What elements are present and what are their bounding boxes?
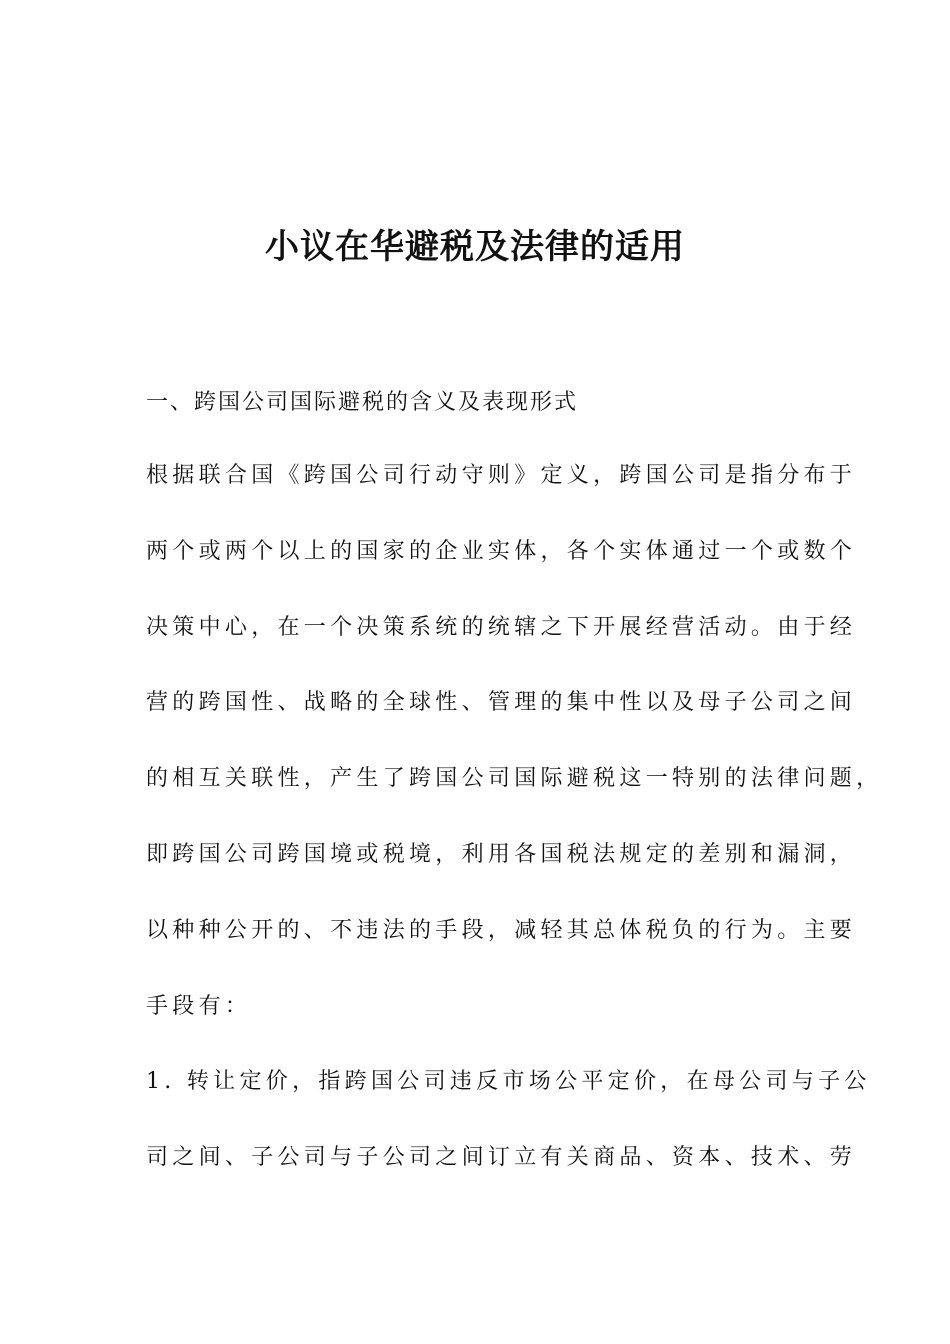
body-line: 两个或两个以上的国家的企业实体，各个实体通过一个或数个 xyxy=(146,538,857,564)
body-line: 根据联合国《跨国公司行动守则》定义，跨国公司是指分布于 xyxy=(146,463,857,488)
body-text xyxy=(146,458,883,1216)
body-line: 的相互关联性，产生了跨国公司国际避税这一特别的法律问题， xyxy=(146,766,883,792)
body-line: 即跨国公司跨国境或税境，利用各国税法规定的差别和漏洞， xyxy=(146,841,857,867)
body-line: 营的跨国性、战略的全球性、管理的集中性以及母子公司之间 xyxy=(146,690,857,716)
document-title: 小议在华避税及法律的适用 xyxy=(265,227,685,267)
body-line: 手段有： xyxy=(146,993,252,1019)
body-line: 以种种公开的、不违法的手段，减轻其总体税负的行为。主要 xyxy=(146,917,857,943)
body-line: 司之间、子公司与子公司之间订立有关商品、资本、技术、劳 xyxy=(146,1145,857,1171)
section-heading: 一、跨国公司国际避税的含义及表现形式 xyxy=(146,390,579,415)
body-line: 1. 转让定价，指跨国公司违反市场公平定价，在母公司与子公 xyxy=(146,1069,871,1095)
body-line: 决策中心，在一个决策系统的统辖之下开展经营活动。由于经 xyxy=(146,614,857,640)
